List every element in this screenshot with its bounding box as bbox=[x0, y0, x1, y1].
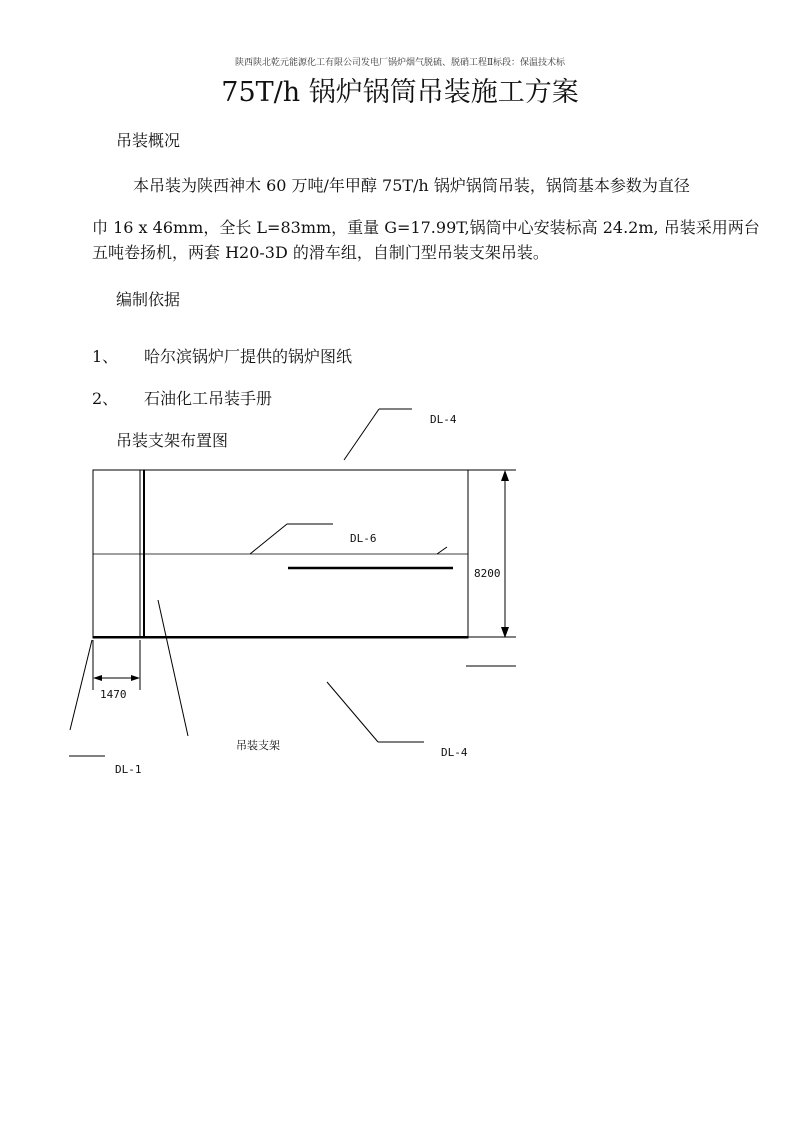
label-dl1: DL-1 bbox=[115, 763, 142, 776]
dim-8200-arrow-bottom bbox=[501, 627, 509, 638]
basis-item-1-number: 1、 bbox=[92, 347, 119, 366]
label-dl4-top: DL-4 bbox=[430, 413, 457, 426]
header-note: 陕西陕北乾元能源化工有限公司发电厂锅炉烟气脱硫、脱硝工程Ⅱ标段：保温技术标 bbox=[234, 58, 566, 68]
label-8200: 8200 bbox=[474, 567, 501, 580]
layout-heading: 吊装支架布置图 bbox=[116, 431, 229, 450]
label-dl6: DL-6 bbox=[350, 532, 377, 545]
page-title: 75T/h 锅炉锅筒吊装施工方案 bbox=[221, 77, 579, 108]
dim-8200-arrow-top bbox=[501, 470, 509, 481]
dim-1470-arrow-right bbox=[131, 675, 140, 681]
basis-item-1-text: 哈尔滨锅炉厂提供的锅炉图纸 bbox=[144, 347, 353, 366]
basis-item-2-number: 2、 bbox=[92, 389, 119, 408]
dl1-leader-diagonal bbox=[70, 640, 92, 730]
dl6-leader-diagonal bbox=[250, 524, 287, 554]
dl4-top-leader-diagonal bbox=[344, 409, 379, 460]
overview-paragraph-line-1: 本吊装为陕西神木 60 万吨/年甲醇 75T/h 锅炉锅筒吊装，锅筒基本参数为直径 bbox=[133, 176, 690, 195]
support-leader bbox=[158, 600, 188, 736]
overview-heading: 吊装概况 bbox=[116, 131, 181, 150]
dl4-bottom-leader-diagonal bbox=[327, 682, 378, 742]
label-support: 吊装支架 bbox=[236, 739, 280, 752]
overview-paragraph-line-2: 巾 16 x 46mm，全长 L=83mm，重量 G=17.99T,锅筒中心安装标高 24.2m, 吊装采用两台 bbox=[92, 218, 760, 237]
label-dl4-bottom: DL-4 bbox=[441, 746, 468, 759]
basis-heading: 编制依据 bbox=[116, 290, 181, 309]
dim-1470-arrow-left bbox=[93, 675, 102, 681]
dl6-short-tick bbox=[437, 547, 447, 554]
label-1470: 1470 bbox=[100, 688, 127, 701]
overview-paragraph-line-3: 五吨卷扬机，两套 H20-3D 的滑车组，自制门型吊装支架吊装。 bbox=[92, 243, 549, 262]
basis-item-2-text: 石油化工吊装手册 bbox=[144, 389, 273, 408]
